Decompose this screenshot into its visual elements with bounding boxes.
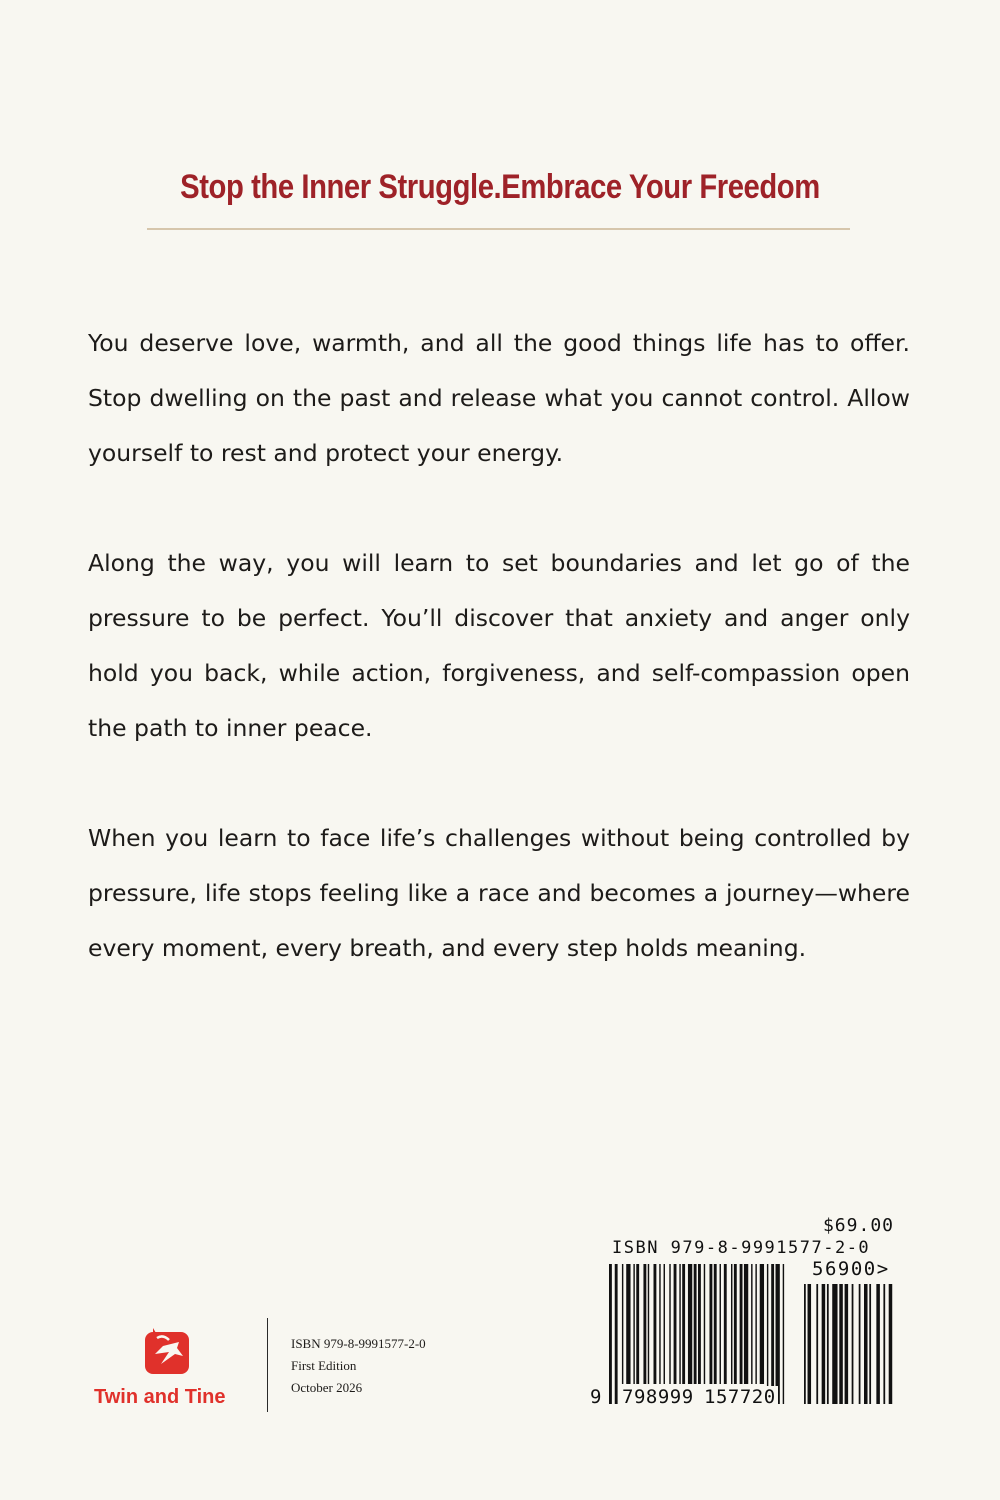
barcode-bar xyxy=(731,1264,732,1384)
barcode-left-digits: 798999 xyxy=(622,1386,694,1408)
publisher-block xyxy=(94,1322,254,1417)
barcode-bar xyxy=(674,1264,677,1384)
barcode-bar xyxy=(889,1284,893,1404)
blurb-paragraph-1: You deserve love, warmth, and all the good things life has to offer. Stop dwelling on the past and release what you cannot control. Allow yourself to rest and protect your energy. xyxy=(88,329,910,467)
imprint-edition: First Edition xyxy=(291,1358,357,1373)
barcode-bar xyxy=(804,1284,806,1404)
barcode-bar xyxy=(643,1264,646,1384)
barcode-first-digit: 9 xyxy=(590,1386,602,1408)
barcode-bar xyxy=(724,1264,727,1384)
barcode-bar xyxy=(609,1264,612,1404)
barcode-bar xyxy=(622,1264,623,1384)
barcode-bar xyxy=(664,1264,665,1384)
barcode-bar xyxy=(864,1284,868,1404)
barcode-bar xyxy=(669,1264,670,1384)
barcode-bar xyxy=(744,1264,748,1384)
barcode-bar xyxy=(714,1264,717,1384)
barcode-bar xyxy=(816,1284,818,1404)
cover-headline: Stop the Inner Struggle.Embrace Your Freedom xyxy=(180,168,820,206)
barcode-bar xyxy=(776,1264,780,1404)
barcode-bar xyxy=(740,1264,743,1384)
barcode-bar xyxy=(734,1264,737,1384)
blurb-paragraph-2: Along the way, you will learn to set boundaries and let go of the pressure to be perfect. You’ll discover that anxiety and anger only hold you back, while action, forgiveness, and self-compassion open the path to inner peace. xyxy=(88,549,910,742)
barcode-bar xyxy=(704,1264,705,1384)
barcode-bar xyxy=(822,1284,826,1404)
barcode-bar xyxy=(845,1284,849,1404)
barcode-price: $69.00 xyxy=(822,1215,894,1236)
barcode-bar xyxy=(859,1284,861,1404)
barcode-bar xyxy=(808,1284,812,1404)
barcode-isbn-label: ISBN 979-8-9991577-2-0 xyxy=(612,1238,871,1258)
barcode-right-digits: 157720 xyxy=(704,1386,776,1408)
barcode-bar xyxy=(679,1264,680,1384)
publisher-name: Twin and Tine xyxy=(94,1386,226,1408)
barcode-bar xyxy=(636,1264,639,1384)
barcode-bar xyxy=(682,1264,685,1384)
barcode-bar xyxy=(767,1264,768,1404)
headline-divider xyxy=(147,228,850,230)
barcode-bar xyxy=(654,1264,657,1384)
barcode-bar xyxy=(755,1264,756,1384)
barcode-bar xyxy=(633,1264,634,1384)
barcode-bar xyxy=(827,1284,829,1404)
imprint-info xyxy=(291,1333,426,1399)
barcode-bar xyxy=(783,1264,784,1404)
barcode-bar xyxy=(694,1264,697,1384)
barcode-bar xyxy=(615,1264,618,1404)
barcode-addon-bars xyxy=(804,1284,894,1404)
barcode-bar xyxy=(688,1264,692,1384)
fox-logo-icon xyxy=(143,1324,191,1376)
barcode-bar xyxy=(659,1264,660,1384)
blurb-paragraph-3: When you learn to face life’s challenges without being controlled by pressure, life stops feeling like a race and becomes a journey—where every moment, every breath, and every step holds meaning. xyxy=(88,824,910,962)
barcode-bar xyxy=(709,1264,712,1384)
isbn-barcode xyxy=(582,1212,912,1417)
barcode-bar xyxy=(839,1284,843,1404)
barcode-bar xyxy=(648,1264,649,1384)
barcode-bar xyxy=(698,1264,701,1384)
barcode-bar xyxy=(869,1284,871,1404)
barcode-main-bars xyxy=(609,1264,787,1404)
barcode-bar xyxy=(876,1284,880,1404)
barcode-bar xyxy=(760,1264,764,1384)
barcode-bar xyxy=(720,1264,721,1384)
barcode-bar xyxy=(751,1264,752,1384)
imprint-date: October 2026 xyxy=(291,1380,363,1395)
barcode-bar xyxy=(883,1284,885,1404)
barcode-bar xyxy=(832,1284,837,1404)
imprint-isbn: ISBN 979-8-9991577-2-0 xyxy=(291,1336,426,1351)
imprint-divider xyxy=(267,1318,268,1412)
barcode-bar xyxy=(771,1264,774,1404)
barcode-addon-code: 56900> xyxy=(812,1258,890,1280)
barcode-bar xyxy=(626,1264,630,1384)
barcode-bar xyxy=(852,1284,854,1404)
